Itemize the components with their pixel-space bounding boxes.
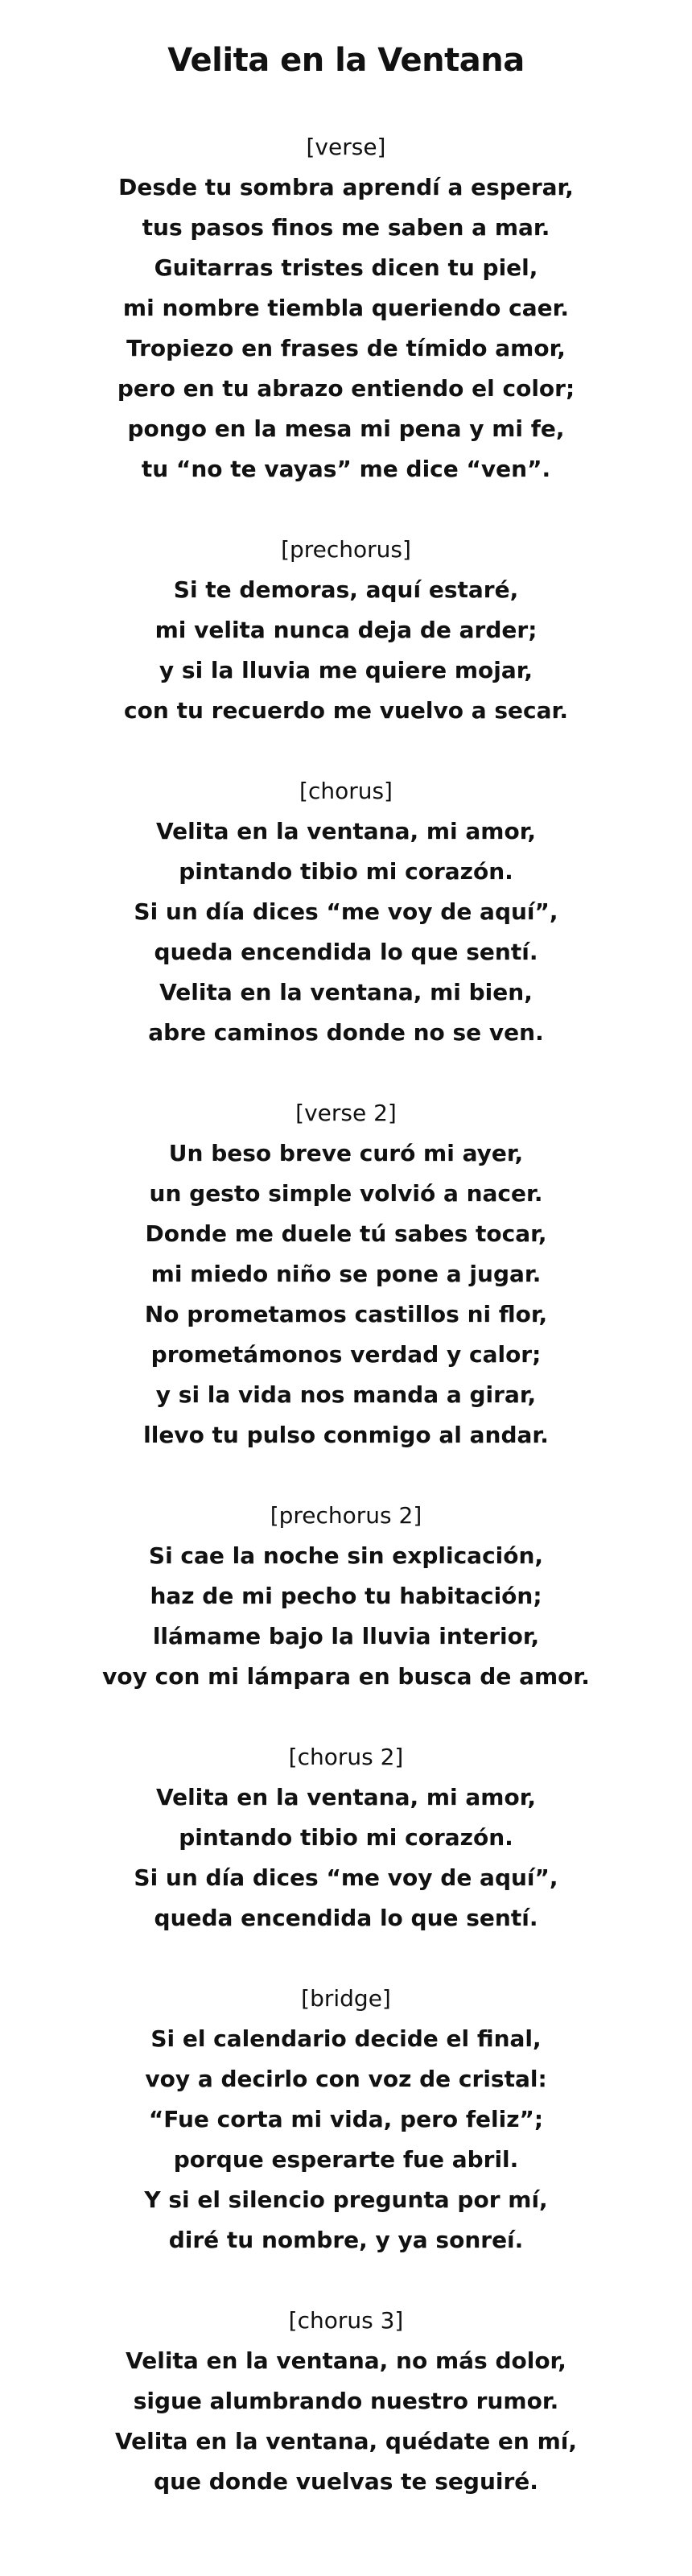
- lyric-line: y si la vida nos manda a girar,: [155, 1381, 537, 1408]
- lyric-line: Velita en la ventana, no más dolor,: [126, 2347, 566, 2374]
- lyrics-section: [0, 1979, 692, 2260]
- lyric-line: porque esperarte fue abril.: [173, 2146, 519, 2173]
- section-label: [chorus 2]: [288, 1744, 404, 1770]
- lyric-line: Velita en la ventana, mi amor,: [155, 1784, 537, 1810]
- lyric-line: mi miedo niño se pone a jugar.: [150, 1261, 542, 1287]
- lyric-line: y si la lluvia me quiere mojar,: [159, 657, 533, 683]
- lyric-line: queda encendida lo que sentí.: [154, 939, 538, 965]
- section-label: [chorus 3]: [288, 2307, 404, 2334]
- lyric-line: pero en tu abrazo entiendo el color;: [117, 375, 575, 402]
- lyric-line: llámame bajo la lluvia interior,: [152, 1623, 540, 1649]
- lyric-line: Tropiezo en frases de tímido amor,: [126, 335, 566, 361]
- lyric-line: Si el calendario decide el final,: [150, 2025, 542, 2052]
- lyric-line: tu “no te vayas” me dice “ven”.: [141, 456, 551, 482]
- lyric-line: prometámonos verdad y calor;: [150, 1341, 542, 1368]
- lyrics-section: [0, 771, 692, 1053]
- lyric-line: queda encendida lo que sentí.: [154, 1905, 538, 1931]
- lyric-line: Velita en la ventana, quédate en mí,: [114, 2428, 578, 2454]
- lyric-line: pongo en la mesa mi pena y mi fe,: [127, 415, 565, 442]
- lyric-line: “Fue corta mi vida, pero feliz”;: [148, 2106, 544, 2132]
- lyric-line: diré tu nombre, y ya sonreí.: [168, 2227, 524, 2253]
- section-label: [verse 2]: [295, 1100, 397, 1126]
- lyrics-section: [0, 1093, 692, 1455]
- lyric-line: abre caminos donde no se ven.: [148, 1019, 544, 1046]
- lyric-line: pintando tibio mi corazón.: [179, 1824, 513, 1851]
- lyric-line: Si un día dices “me voy de aquí”,: [134, 1864, 558, 1891]
- lyric-line: haz de mi pecho tu habitación;: [150, 1583, 542, 1609]
- lyric-line: Si un día dices “me voy de aquí”,: [134, 898, 558, 925]
- lyric-line: Donde me duele tú sabes tocar,: [145, 1220, 547, 1247]
- lyric-line: con tu recuerdo me vuelvo a secar.: [124, 697, 568, 724]
- lyric-line: Y si el silencio pregunta por mí,: [144, 2186, 548, 2213]
- lyric-line: Desde tu sombra aprendí a esperar,: [118, 174, 574, 200]
- lyric-line: No prometamos castillos ni flor,: [144, 1301, 548, 1327]
- lyric-line: voy a decirlo con voz de cristal:: [145, 2066, 547, 2092]
- lyric-line: mi velita nunca deja de arder;: [154, 617, 538, 643]
- section-label: [prechorus 2]: [270, 1502, 422, 1529]
- lyric-line: Un beso breve curó mi ayer,: [168, 1140, 524, 1166]
- section-label: [verse]: [306, 134, 386, 160]
- lyric-line: Velita en la ventana, mi bien,: [159, 979, 533, 1005]
- lyric-line: un gesto simple volvió a nacer.: [149, 1180, 543, 1207]
- lyric-line: Si cae la noche sin explicación,: [148, 1542, 544, 1569]
- lyrics-body: [0, 127, 692, 2502]
- lyric-line: Guitarras tristes dicen tu piel,: [154, 254, 538, 281]
- lyric-line: voy con mi lámpara en busca de amor.: [102, 1663, 590, 1690]
- lyrics-section: [0, 1737, 692, 1938]
- section-label: [chorus]: [299, 778, 393, 804]
- lyric-line: llevo tu pulso conmigo al andar.: [143, 1422, 549, 1448]
- lyric-line: Velita en la ventana, mi amor,: [155, 818, 537, 844]
- section-label: [prechorus]: [281, 536, 411, 563]
- lyric-line: tus pasos finos me saben a mar.: [142, 214, 550, 241]
- section-label: [bridge]: [301, 1985, 391, 2012]
- lyric-line: pintando tibio mi corazón.: [179, 858, 513, 885]
- song-title: Velita en la Ventana: [167, 42, 525, 79]
- lyrics-section: [0, 530, 692, 731]
- lyric-line: mi nombre tiembla queriendo caer.: [122, 295, 570, 321]
- lyrics-section: [0, 1496, 692, 1697]
- lyric-line: que donde vuelvas te seguiré.: [154, 2468, 538, 2495]
- lyric-line: Si te demoras, aquí estaré,: [173, 576, 519, 603]
- lyrics-section: [0, 2301, 692, 2502]
- lyric-line: sigue alumbrando nuestro rumor.: [133, 2388, 559, 2414]
- lyrics-section: [0, 127, 692, 489]
